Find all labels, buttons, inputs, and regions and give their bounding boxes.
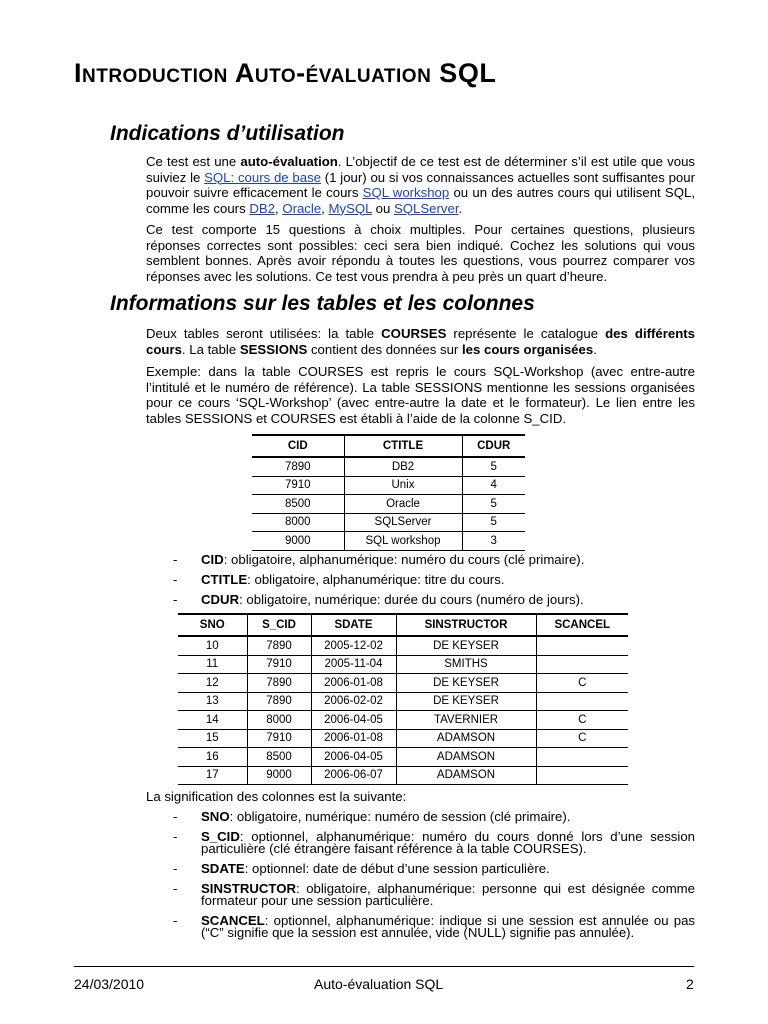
table-cell: 9000 xyxy=(252,532,344,551)
table-row xyxy=(178,636,628,655)
table-cell: SQL workshop xyxy=(344,532,462,551)
text-run: . La table xyxy=(181,341,240,357)
column-description: : optionnel, alphanumérique: indique si une session est annulée ou pas (“C” signifie que la session est annulée, vide (NULL) signifie pas annulée). xyxy=(201,913,695,940)
paragraph-test-description: Ce test comporte 15 questions à choix multiples. Pour certaines questions, plusieurs réponses correctes sont possibles: ceci sera bien indiqué. Cochez les solutions qui vous semblent bonnes. Après avoir répondu à toutes les questions, vous pourrez comparer vos réponses avec les solutions. Ce test vous prendra à peu près un quart d’heure. xyxy=(146,222,695,284)
column-name: CTITLE xyxy=(201,572,248,587)
table-cell: 8000 xyxy=(252,513,344,532)
table-cell: 3 xyxy=(462,532,525,551)
text-run: ou xyxy=(371,200,394,216)
column-name: SDATE xyxy=(201,861,245,876)
table-cell: Oracle xyxy=(344,495,462,514)
paragraph-tables-intro xyxy=(146,326,695,357)
table-cell: DE KEYSER xyxy=(396,674,536,693)
table-cell: SQLServer xyxy=(344,513,462,532)
table-cell: 2006-02-02 xyxy=(311,692,396,711)
bold-text: COURSES xyxy=(381,326,447,341)
table-cell: 5 xyxy=(462,495,525,514)
footer-page-number: 2 xyxy=(686,976,694,992)
dash-bullet: - xyxy=(173,881,178,896)
table-cell: 2006-04-05 xyxy=(311,748,396,767)
table-row xyxy=(252,476,525,495)
column-description: : obligatoire, numérique: durée du cours (numéro de jours). xyxy=(239,592,584,607)
table-cell: 10 xyxy=(178,636,247,655)
link-sqlserver[interactable]: SQLServer xyxy=(393,200,459,216)
dash-bullet: - xyxy=(173,861,178,876)
link-sql-cours-de-base[interactable]: SQL: cours de base xyxy=(204,169,322,185)
text-run: , xyxy=(321,200,329,216)
table-cell: 11 xyxy=(178,655,247,674)
bold-text: auto-évaluation xyxy=(240,154,338,169)
list-item xyxy=(173,863,695,875)
column-description: : obligatoire, alphanumérique: numéro du cours (clé primaire). xyxy=(223,552,585,567)
list-item xyxy=(173,915,695,939)
table-row xyxy=(252,532,525,551)
table-row xyxy=(178,766,628,785)
table-cell: Unix xyxy=(344,476,462,495)
table-cell: 2006-06-07 xyxy=(311,766,396,785)
table-cell: C xyxy=(536,711,628,730)
column-header: SINSTRUCTOR xyxy=(396,614,536,636)
table-cell: C xyxy=(536,729,628,748)
table-row xyxy=(178,748,628,767)
paragraph-intro xyxy=(146,154,695,216)
table-cell: 7910 xyxy=(252,476,344,495)
column-name: SNO xyxy=(201,809,230,824)
table-cell: DE KEYSER xyxy=(396,636,536,655)
table-cell: 2005-11-04 xyxy=(311,655,396,674)
column-description: : optionnel: date de début d’une session particulière. xyxy=(244,861,550,876)
table-cell xyxy=(536,766,628,785)
footer-divider xyxy=(74,966,694,967)
sessions-table xyxy=(178,613,628,785)
text-run: ou un des autres cours qui utilisent SQL, comme les cours xyxy=(146,185,695,216)
table-cell xyxy=(536,636,628,655)
table-cell: 7890 xyxy=(247,636,311,655)
link-oracle[interactable]: Oracle xyxy=(282,200,322,216)
table-cell: 5 xyxy=(462,457,525,476)
table-cell: ADAMSON xyxy=(396,729,536,748)
table-cell: 12 xyxy=(178,674,247,693)
table-row xyxy=(178,711,628,730)
table-cell: 7890 xyxy=(247,674,311,693)
text-run: . xyxy=(458,200,463,216)
column-header: SCANCEL xyxy=(536,614,628,636)
table-header-row xyxy=(178,614,628,636)
text-run: . xyxy=(593,341,597,357)
link-sql-workshop[interactable]: SQL workshop xyxy=(362,185,450,200)
column-description: : obligatoire, numérique: numéro de session (clé primaire). xyxy=(229,809,571,824)
text-run: , xyxy=(275,200,283,216)
table-cell: 2006-04-05 xyxy=(311,711,396,730)
table-row xyxy=(252,513,525,532)
table-cell: 9000 xyxy=(247,766,311,785)
list-item xyxy=(173,831,695,855)
link-db2[interactable]: DB2 xyxy=(249,200,275,216)
column-name: CID xyxy=(201,552,224,567)
column-name: SCANCEL xyxy=(201,913,265,928)
table-cell xyxy=(536,655,628,674)
column-header: SNO xyxy=(178,614,247,636)
column-header: SDATE xyxy=(311,614,396,636)
section-heading-indications: Indications d’utilisation xyxy=(110,122,345,145)
table-cell: TAVERNIER xyxy=(396,711,536,730)
table-cell: 14 xyxy=(178,711,247,730)
section-heading-informations: Informations sur les tables et les colonnes xyxy=(110,292,535,315)
table-header-row xyxy=(252,435,525,457)
column-description: : obligatoire, alphanumérique: titre du cours. xyxy=(247,572,505,587)
table-row xyxy=(252,457,525,476)
column-name: SINSTRUCTOR xyxy=(201,881,297,896)
dash-bullet: - xyxy=(173,809,178,824)
list-item xyxy=(173,554,695,566)
table-row xyxy=(178,655,628,674)
table-cell: 16 xyxy=(178,748,247,767)
column-name: S_CID xyxy=(201,829,240,844)
text-run: Ce test est une xyxy=(146,154,241,169)
table-cell: DB2 xyxy=(344,457,462,476)
dash-bullet: - xyxy=(173,572,178,587)
bold-text: SESSIONS xyxy=(239,341,308,357)
column-name: CDUR xyxy=(201,592,240,607)
table-cell: 7890 xyxy=(252,457,344,476)
footer-date: 24/03/2010 xyxy=(74,976,145,992)
footer-title: Auto-évaluation SQL xyxy=(314,976,444,992)
column-description: : optionnel, alphanumérique: numéro du cours donné lors d’une session particulière (clé étrangère faisant référence à la table COURSES). xyxy=(201,829,695,856)
column-header: CTITLE xyxy=(344,435,462,457)
table-cell: 2006-01-08 xyxy=(311,729,396,748)
table-cell: 8500 xyxy=(252,495,344,514)
table-cell: SMITHS xyxy=(396,655,536,674)
table-cell: 2006-01-08 xyxy=(311,674,396,693)
table-cell xyxy=(536,692,628,711)
paragraph-signification: La signification des colonnes est la suivante: xyxy=(146,789,407,804)
table-cell: C xyxy=(536,674,628,693)
table-cell: 13 xyxy=(178,692,247,711)
text-run: (1 jour) ou si vos connaissances actuelles sont suffisantes pour pouvoir suivre efficacement le cours xyxy=(146,169,695,200)
table-cell: 2005-12-02 xyxy=(311,636,396,655)
list-item xyxy=(173,811,695,823)
bold-text: les cours organisées xyxy=(461,341,594,357)
bold-text: des différents cours xyxy=(146,326,695,357)
text-run: Deux tables seront utilisées: la table xyxy=(146,326,382,341)
dash-bullet: - xyxy=(173,552,178,567)
courses-column-list xyxy=(173,554,695,614)
sessions-column-list xyxy=(173,811,695,947)
link-mysql[interactable]: MySQL xyxy=(328,200,372,216)
table-row xyxy=(252,495,525,514)
page-title: Introduction Auto-évaluation SQL xyxy=(74,58,497,88)
list-item xyxy=(173,574,695,586)
table-cell: 8500 xyxy=(247,748,311,767)
table-row xyxy=(178,729,628,748)
table-cell xyxy=(536,748,628,767)
column-header: CID xyxy=(252,435,344,457)
dash-bullet: - xyxy=(173,829,178,844)
text-run: . L’objectif de ce test est de déterminer s’il est utile que vous suiviez le xyxy=(146,154,696,185)
table-cell: 17 xyxy=(178,766,247,785)
dash-bullet: - xyxy=(173,592,178,607)
paragraph-example: Exemple: dans la table COURSES est repris le cours SQL-Workshop (avec entre-autre l’intitulé et le numéro de référence). La table SESSIONS mentionne les sessions organisées pour ce cours ‘SQL-Workshop’ (avec entre-autre la date et le formateur). Le lien entre les tables SESSIONS et COURSES est établi à l’aide de la colonne S_CID. xyxy=(146,364,695,426)
table-cell: 8000 xyxy=(247,711,311,730)
table-cell: 15 xyxy=(178,729,247,748)
table-cell: 7910 xyxy=(247,729,311,748)
column-header: S_CID xyxy=(247,614,311,636)
dash-bullet: - xyxy=(173,913,178,928)
table-row xyxy=(178,692,628,711)
table-row xyxy=(178,674,628,693)
table-cell: ADAMSON xyxy=(396,748,536,767)
table-cell: 7910 xyxy=(247,655,311,674)
column-description: : obligatoire, alphanumérique: personne qui est désignée comme formateur pour une session particulière. xyxy=(201,881,695,908)
list-item xyxy=(173,883,695,907)
table-cell: 5 xyxy=(462,513,525,532)
table-cell: 7890 xyxy=(247,692,311,711)
table-cell: DE KEYSER xyxy=(396,692,536,711)
column-header: CDUR xyxy=(462,435,525,457)
text-run: contient des données sur xyxy=(307,341,462,357)
list-item xyxy=(173,594,695,606)
table-cell: 4 xyxy=(462,476,525,495)
text-run: représente le catalogue xyxy=(446,326,606,341)
table-cell: ADAMSON xyxy=(396,766,536,785)
courses-table xyxy=(252,434,525,551)
